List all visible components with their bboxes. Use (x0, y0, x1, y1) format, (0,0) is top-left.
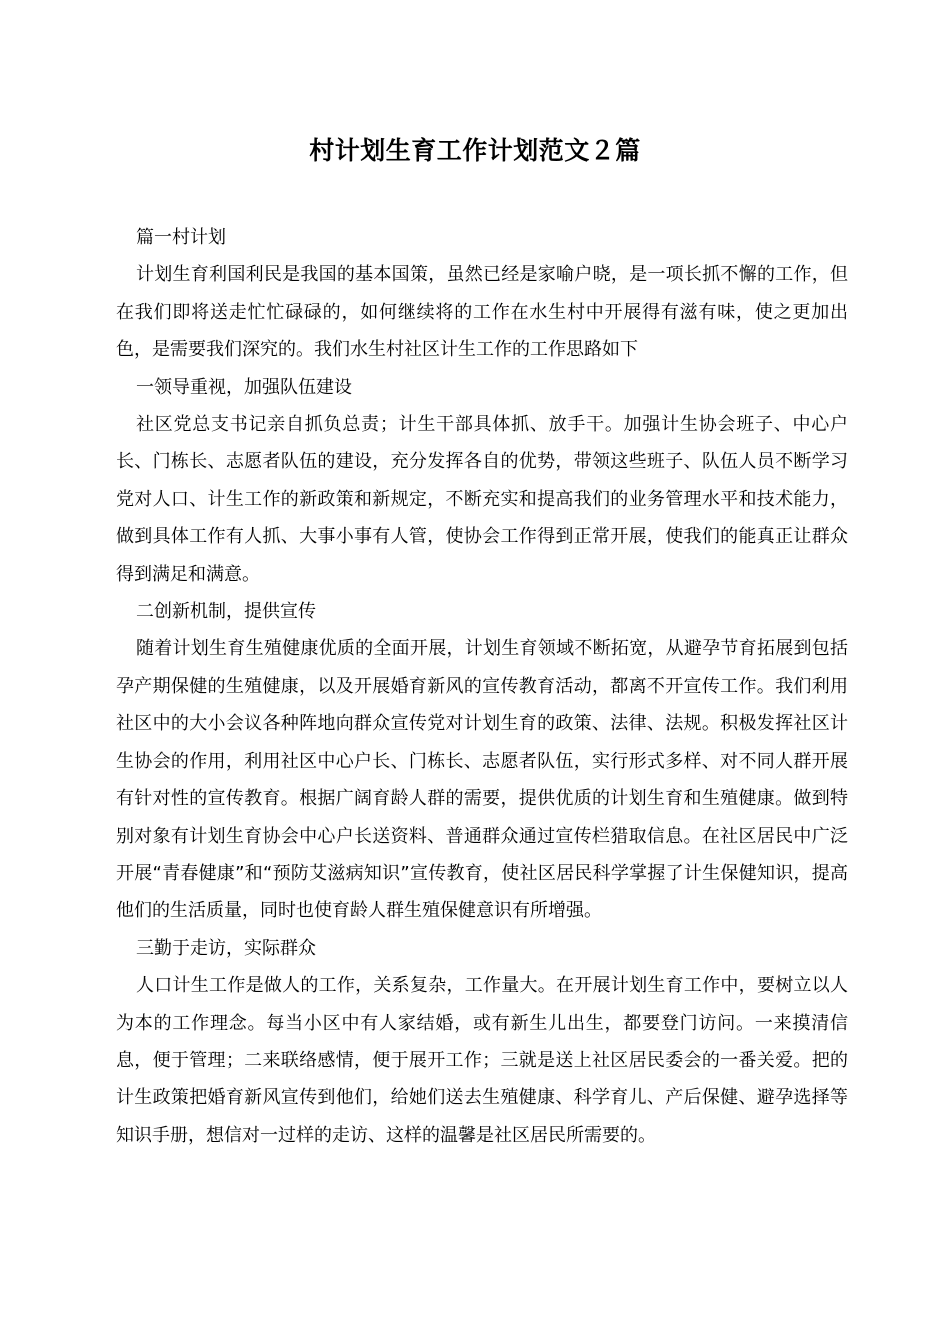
body-paragraph: 随着计划生育生殖健康优质的全面开展，计划生育领域不断拓宽，从避孕节育拓展到包括孕产期保健的生殖健康，以及开展婚育新风的宣传教育活动，都离不开宣传工作。我们利用社区中的大小会议各种阵地向群众宣传党对计划生育的政策、法律、法规。积极发挥社区计生协会的作用，利用社区中心户长、门栋长、志愿者队伍，实行形式多样、对不同人群开展有针对性的宣传教育。根据广阔育龄人群的需要，提供优质的计划生育和生殖健康。做到特别对象有计划生育协会中心户长送资料、普通群众通过宣传栏猎取信息。在社区居民中广泛开展“青春健康”和“预防艾滋病知识”宣传教育，使社区居民科学掌握了计生保健知识，提高他们的生活质量，同时也使育龄人群生殖保健意识有所增强。 (116, 638, 848, 922)
body-paragraph: 人口计生工作是做人的工作，关系复杂，工作量大。在开展计划生育工作中，要树立以人为本的工作理念。每当小区中有人家结婚，或有新生儿出生，都要登门访问。一来摸清信息，便于管理；二来联络感情，便于展开工作；三就是送上社区居民委会的一番关爱。把的计生政策把婚育新风宣传到他们，给她们送去生殖健康、科学育儿、产后保健、避孕选择等知识手册，想信对一过样的走访、这样的温馨是社区居民所需要的。 (116, 975, 848, 1146)
section-heading: 二创新机制，提供宣传 (136, 601, 316, 623)
body-paragraph: 社区党总支书记亲自抓负总责；计生干部具体抓、放手干。加强计生协会班子、中心户长、门栋长、志愿者队伍的建设，充分发挥各自的优势，带领这些班子、队伍人员不断学习党对人口、计生工作的新政策和新规定，不断充实和提高我们的业务管理水平和技术能力，做到具体工作有人抓、大事小事有人管，使协会工作得到正常开展，使我们的能真正让群众得到满足和满意。 (116, 414, 848, 585)
document-title: 村计划生育工作计划范文２篇 (309, 136, 641, 165)
body-paragraph: 计划生育利国利民是我国的基本国策，虽然已经是家喻户晓，是一项长抓不懈的工作，但在我们即将送走忙忙碌碌的，如何继续将的工作在水生村中开展得有滋有味，使之更加出色，是需要我们深究的。我们水生村社区计生工作的工作思路如下 (116, 264, 848, 361)
document-body (116, 219, 848, 1154)
section-heading: 一领导重视，加强队伍建设 (136, 376, 352, 398)
section-heading: 篇一村计划 (136, 227, 226, 248)
section-heading: 三勤于走访，实际群众 (136, 937, 316, 959)
